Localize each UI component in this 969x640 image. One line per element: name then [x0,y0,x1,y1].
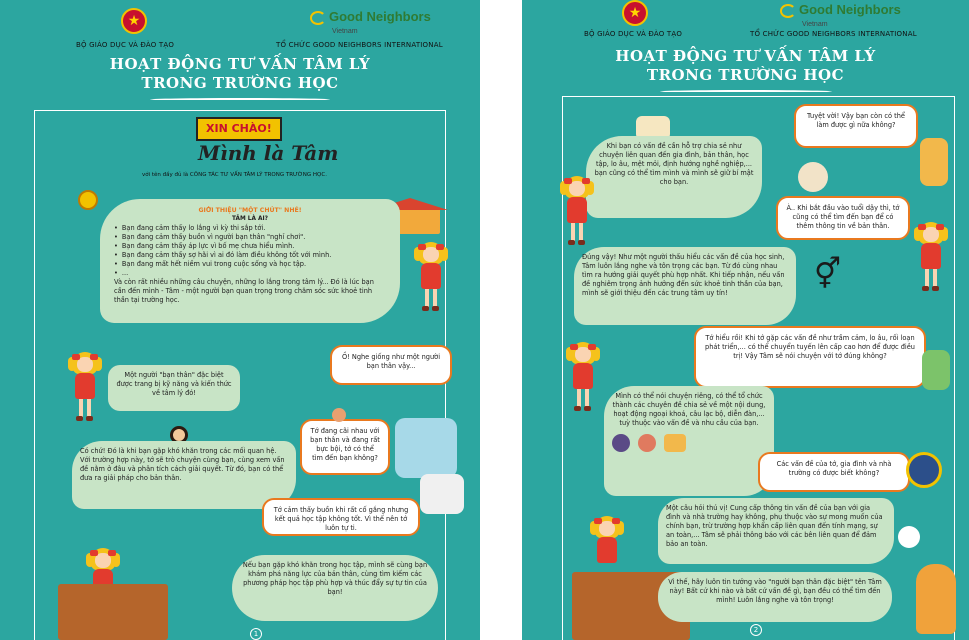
page-title: HOẠT ĐỘNG TƯ VẤN TÂM LÝ TRONG TRƯỜNG HỌC [615,47,876,84]
leaflet-page-1 [0,0,480,640]
national-emblem-icon [121,8,147,34]
activity-icons-row [612,434,766,454]
upset-kid-icon [332,408,346,422]
title-underline [660,90,832,93]
girl-character [560,176,594,246]
list-item: • Bạn đang cảm thấy sợ hãi vì ai đó làm điều không tốt với mình. [114,251,386,260]
speech-bubble: Các vấn đề của tớ, gia đình và nhà trường có được biết không? [758,452,910,492]
speech-bubble: Một câu hỏi thú vị! Cung cấp thông tin vấn đề của bạn với gia đình và nhà trường hay không, phụ thuộc vào sự mong muốn của chính bạn, trừ trường hợp khẩn cấp liên quan đến tính mạng, sự an toàn,... Tâm sẽ phải thông báo với các bên liên quan để đảm bảo an toàn. [658,498,894,564]
intro-bubble: GIỚI THIỆU "MỘT CHÚT" NHÉ! TÂM LÀ AI? • Bạn đang cảm thấy lo lắng vì kỳ thi sắp tới. • Bạn đang cảm thấy buồn vì người bạn thân "nghỉ chơi". • Bạn đang cảm thấy áp lực vì bố mẹ chưa hiểu mình. • Bạn đang cảm thấy sợ hãi vì ai đó làm điều không tốt với mình. • Bạn đang mất hết niềm vui trong cuộc sống và học tập. • ... Và còn rất nhiều những câu chuyện, những lo lắng trong tâm lý... Đó là lúc bạn cần đến mình - Tâm - một người bạn quan trọng trong chăm sóc sức khoẻ tinh thần tại trường học. [100,199,400,323]
question-boy-illustration [906,452,942,488]
family-icon [898,526,920,548]
club-icon [612,434,630,452]
girl-character [68,352,102,422]
waving-boy-illustration [916,564,956,634]
page-number: 1 [250,628,262,640]
concern-list [114,224,386,278]
speech-bubble: Tớ hiểu rồi! Khi tớ gặp các vấn đề như trầm cảm, lo âu, rối loạn phát triển,... có thể chuyển tuyến lên cấp cao hơn để được điều trị! Vậy Tâm sẽ nói chuyện với tớ đúng không? [694,326,926,388]
desk-illustration [58,584,168,640]
speech-bubble: Vì thế, hãy luôn tin tưởng vào "người bạn thân đặc biệt" tên Tâm này! Bất cứ khi nào và bất cứ vấn đề gì, bạn đều có thể tìm đến mình! Luôn lắng nghe và tôn trọng! [658,572,892,622]
good-neighbors-logo: Good Neighbors Vietnam [310,10,431,38]
good-neighbors-logo: Good Neighbors Vietnam [780,3,901,31]
speech-bubble: Tớ đang cãi nhau với bạn thân và đang rất bực bội, tớ có thể tìm đến bạn không? [300,419,390,475]
girl-character [914,222,948,292]
speech-bubble: Đúng vậy! Như một người thấu hiểu các vấn đề của học sinh, Tâm luôn lắng nghe và tôn trọng các bạn. Từ đó cùng nhau tìm ra hướng giải quyết phù hợp nhất. Khi tiếp nhận, nếu vấn đề nghiêm trọng ảnh hưởng đến sức khoẻ tinh thần của bạn, mình sẽ giới thiệu đến các trung tâm uy tín! [574,247,796,325]
list-item: • Bạn đang mất hết niềm vui trong cuộc sống và học tập. [114,260,386,269]
speech-bubble: Tớ cảm thấy buồn khi rất cố gắng nhưng kết quả học tập không tốt. Vì thế nên tớ luôn tự ti. [262,498,420,536]
page-title: HOẠT ĐỘNG TƯ VẤN TÂM LÝ TRONG TRƯỜNG HỌC [109,55,371,92]
list-item: • ... [114,269,386,278]
medal-icon [78,190,98,210]
bike-icon [638,434,656,452]
org-label: TỔ CHỨC GOOD NEIGHBORS INTERNATIONAL [750,30,917,38]
reading-boy-illustration [920,138,948,186]
speech-bubble: Ồ! Nghe giống như một người bạn thân vậy... [330,345,452,385]
speech-bubble: Mình có thể nói chuyện riêng, có thể tổ chức thành các chuyên đề chia sẻ về một nội dung, hoạt động ngoại khoá, câu lạc bộ, diễn đàn,... tuỳ thuộc vào vấn đề và nhu cầu của bạn. [604,386,774,496]
ministry-label: BỘ GIÁO DỤC VÀ ĐÀO TẠO [76,41,175,49]
speech-bubble: Tuyệt vời! Vậy bạn còn có thể làm được gì nữa không? [794,104,918,148]
kids-illustration [395,418,457,478]
leaflet-page-2 [522,0,969,640]
group-icon [664,434,686,452]
org-label: TỔ CHỨC GOOD NEIGHBORS INTERNATIONAL [276,41,443,49]
national-emblem-icon [622,0,648,26]
speech-bubble: Một người "bạn thân" đặc biệt được trang bị kỹ năng và kiến thức về tâm lý đó! [108,365,240,411]
ministry-label: BỘ GIÁO DỤC VÀ ĐÀO TẠO [584,30,683,38]
logo-swoosh-icon [310,11,326,25]
speech-bubble: Khi bạn có vấn đề cần hỗ trợ chia sẻ như chuyện liên quan đến gia đình, bản thân, học tập, lo âu, mệt mỏi, định hướng nghề nghiệp,... bạn cũng có thể tìm mình và mình sẽ giữ bí mật cho bạn. [586,136,762,218]
gender-symbol-icon: ⚥ [814,257,842,292]
sad-kid-illustration [420,474,464,514]
title-underline [150,98,330,101]
girl-character [566,342,600,412]
speech-bubble: Có chứ! Đó là khi bạn gặp khó khăn trong các mối quan hệ. Với trường hợp này, tớ sẽ trò chuyện cùng bạn, cùng xem vấn đề nằm ở đâu và phân tích cách giải quyết. Từ đó, bạn có thể đưa ra giải pháp cho bản thân. [72,441,296,509]
girl-character [414,242,448,312]
hello-banner: XIN CHÀO! [196,117,282,141]
subtitle: với tên đầy đủ là CÔNG TÁC TƯ VẤN TÂM LÝ TRONG TRƯỜNG HỌC. [142,172,327,178]
list-item: • Bạn đang cảm thấy áp lực vì bố mẹ chưa hiểu mình. [114,242,386,251]
speech-bubble: Nếu bạn gặp khó khăn trong học tập, mình sẽ cùng bạn khám phá năng lực của bản thân, cùng tìm kiếm các phương pháp học tập phù hợp và thúc đẩy sự tự tin của bạn! [232,555,438,621]
logo-swoosh-icon [780,4,796,18]
list-item: • Bạn đang cảm thấy lo lắng vì kỳ thi sắp tới. [114,224,386,233]
list-item: • Bạn đang cảm thấy buồn vì người bạn thân "nghỉ chơi". [114,233,386,242]
tree-kids-illustration [922,350,950,390]
baby-illustration [798,162,828,192]
speech-bubble: À.. Khi bắt đầu vào tuổi dậy thì, tớ cũng có thể tìm đến bạn để có thêm thông tin về bản thân. [776,196,910,240]
character-name: Mình là Tâm [198,141,339,165]
page-number: 2 [750,624,762,636]
